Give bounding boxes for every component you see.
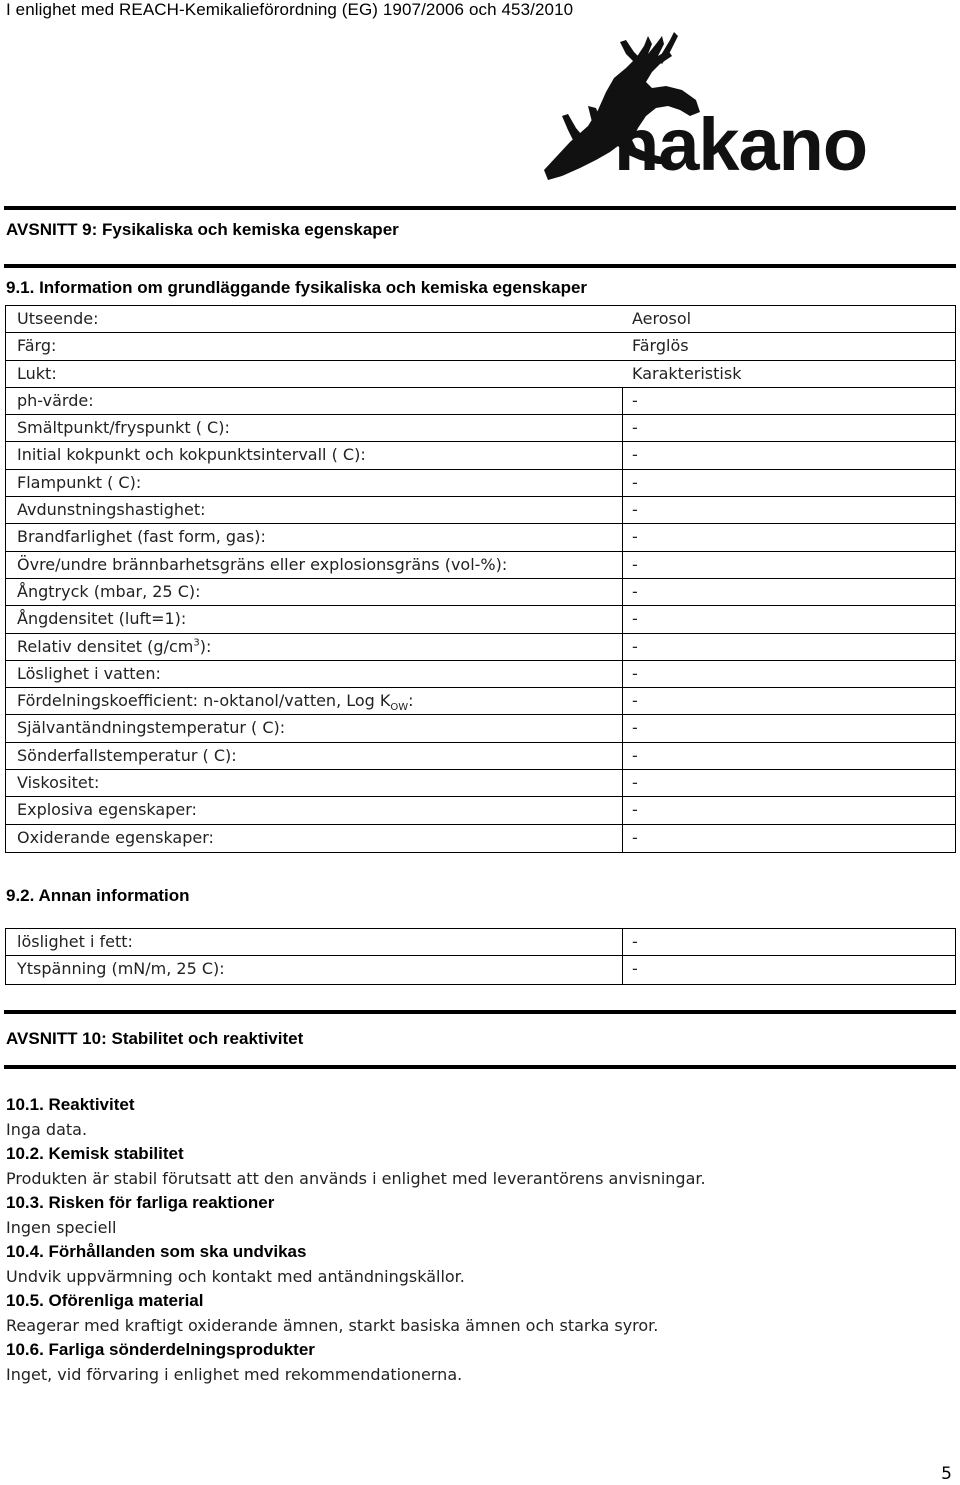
subsection-text: Inget, vid förvaring i enlighet med rekommendationerna.	[6, 1365, 463, 1384]
subsection-text: Produkten är stabil förutsatt att den används i enlighet med leverantörens anvisningar.	[6, 1169, 706, 1188]
subsection-heading: 10.6. Farliga sönderdelningsprodukter	[6, 1340, 315, 1359]
subsection-text: Ingen speciell	[6, 1218, 117, 1237]
subsection-text: Reagerar med kraftigt oxiderande ämnen, starkt basiska ämnen och starka syror.	[6, 1316, 659, 1335]
table-row: löslighet i fett: -	[6, 929, 955, 956]
subsection-heading: 10.4. Förhållanden som ska undvikas	[6, 1242, 307, 1261]
table-row: Avdunstningshastighet: -	[6, 497, 955, 524]
table-row: Sönderfallstemperatur ( C): -	[6, 743, 955, 770]
table-row: Löslighet i vatten: -	[6, 661, 955, 688]
page-number: 5	[941, 1464, 952, 1484]
section-10-title: AVSNITT 10: Stabilitet och reaktivitet	[6, 1029, 304, 1048]
section-9-title: AVSNITT 9: Fysikaliska och kemiska egenskaper	[6, 220, 399, 239]
subsection-heading: 10.5. Oförenliga material	[6, 1291, 204, 1310]
subsection-text: Inga data.	[6, 1120, 88, 1139]
table-row: Brandfarlighet (fast form, gas): -	[6, 524, 955, 551]
logo-wordmark: nakano	[614, 103, 868, 186]
section-rule	[4, 1065, 956, 1069]
table-row: Viskositet: -	[6, 770, 955, 797]
subsection-heading: 10.2. Kemisk stabilitet	[6, 1144, 184, 1163]
subsection-text: Undvik uppvärmning och kontakt med antändningskällor.	[6, 1267, 465, 1286]
subsection-heading: 10.3. Risken för farliga reaktioner	[6, 1193, 275, 1212]
table-row: ph-värde: -	[6, 388, 955, 415]
table-row: Färg: Färglös	[6, 333, 955, 360]
document-header: I enlighet med REACH-Kemikalieförordning (EG) 1907/2006 och 453/2010	[6, 0, 574, 19]
table-row: Ångtryck (mbar, 25 C): -	[6, 579, 955, 606]
table-row: Explosiva egenskaper: -	[6, 797, 955, 824]
table-row: Relativ densitet $(g/cm^3)$: -	[6, 634, 955, 661]
table-row: Självantändningstemperatur ( C): -	[6, 715, 955, 742]
table-row: Utseende: Aerosol	[6, 306, 955, 333]
table-row: Flampunkt ( C): -	[6, 470, 955, 497]
table-row: Ytspänning (mN/m, 25 C): -	[6, 956, 955, 983]
subsection-9-1-title: 9.1. Information om grundläggande fysikaliska och kemiska egenskaper	[6, 278, 588, 297]
table-row: Övre/undre brännbarhetsgräns eller explosionsgräns (vol-%): -	[6, 552, 955, 579]
table-row: Smältpunkt/fryspunkt ( C): -	[6, 415, 955, 442]
table-row: Fördelningskoefficient: n-oktanol/vatten, Log $K_{OW}$: -	[6, 688, 955, 715]
section-rule	[4, 1010, 956, 1014]
table-row: Lukt: Karakteristisk	[6, 361, 955, 388]
subsection-9-2-title: 9.2. Annan information	[6, 886, 190, 905]
other-info-table	[5, 928, 956, 985]
section-rule	[4, 264, 956, 268]
table-row: Initial kokpunkt och kokpunktsintervall ( C): -	[6, 442, 955, 469]
company-logo	[540, 30, 952, 186]
section-rule	[4, 206, 956, 210]
properties-table	[5, 305, 956, 853]
subsection-heading: 10.1. Reaktivitet	[6, 1095, 135, 1114]
table-row: Oxiderande egenskaper: -	[6, 825, 955, 852]
table-row: Ångdensitet (luft=1): -	[6, 606, 955, 633]
